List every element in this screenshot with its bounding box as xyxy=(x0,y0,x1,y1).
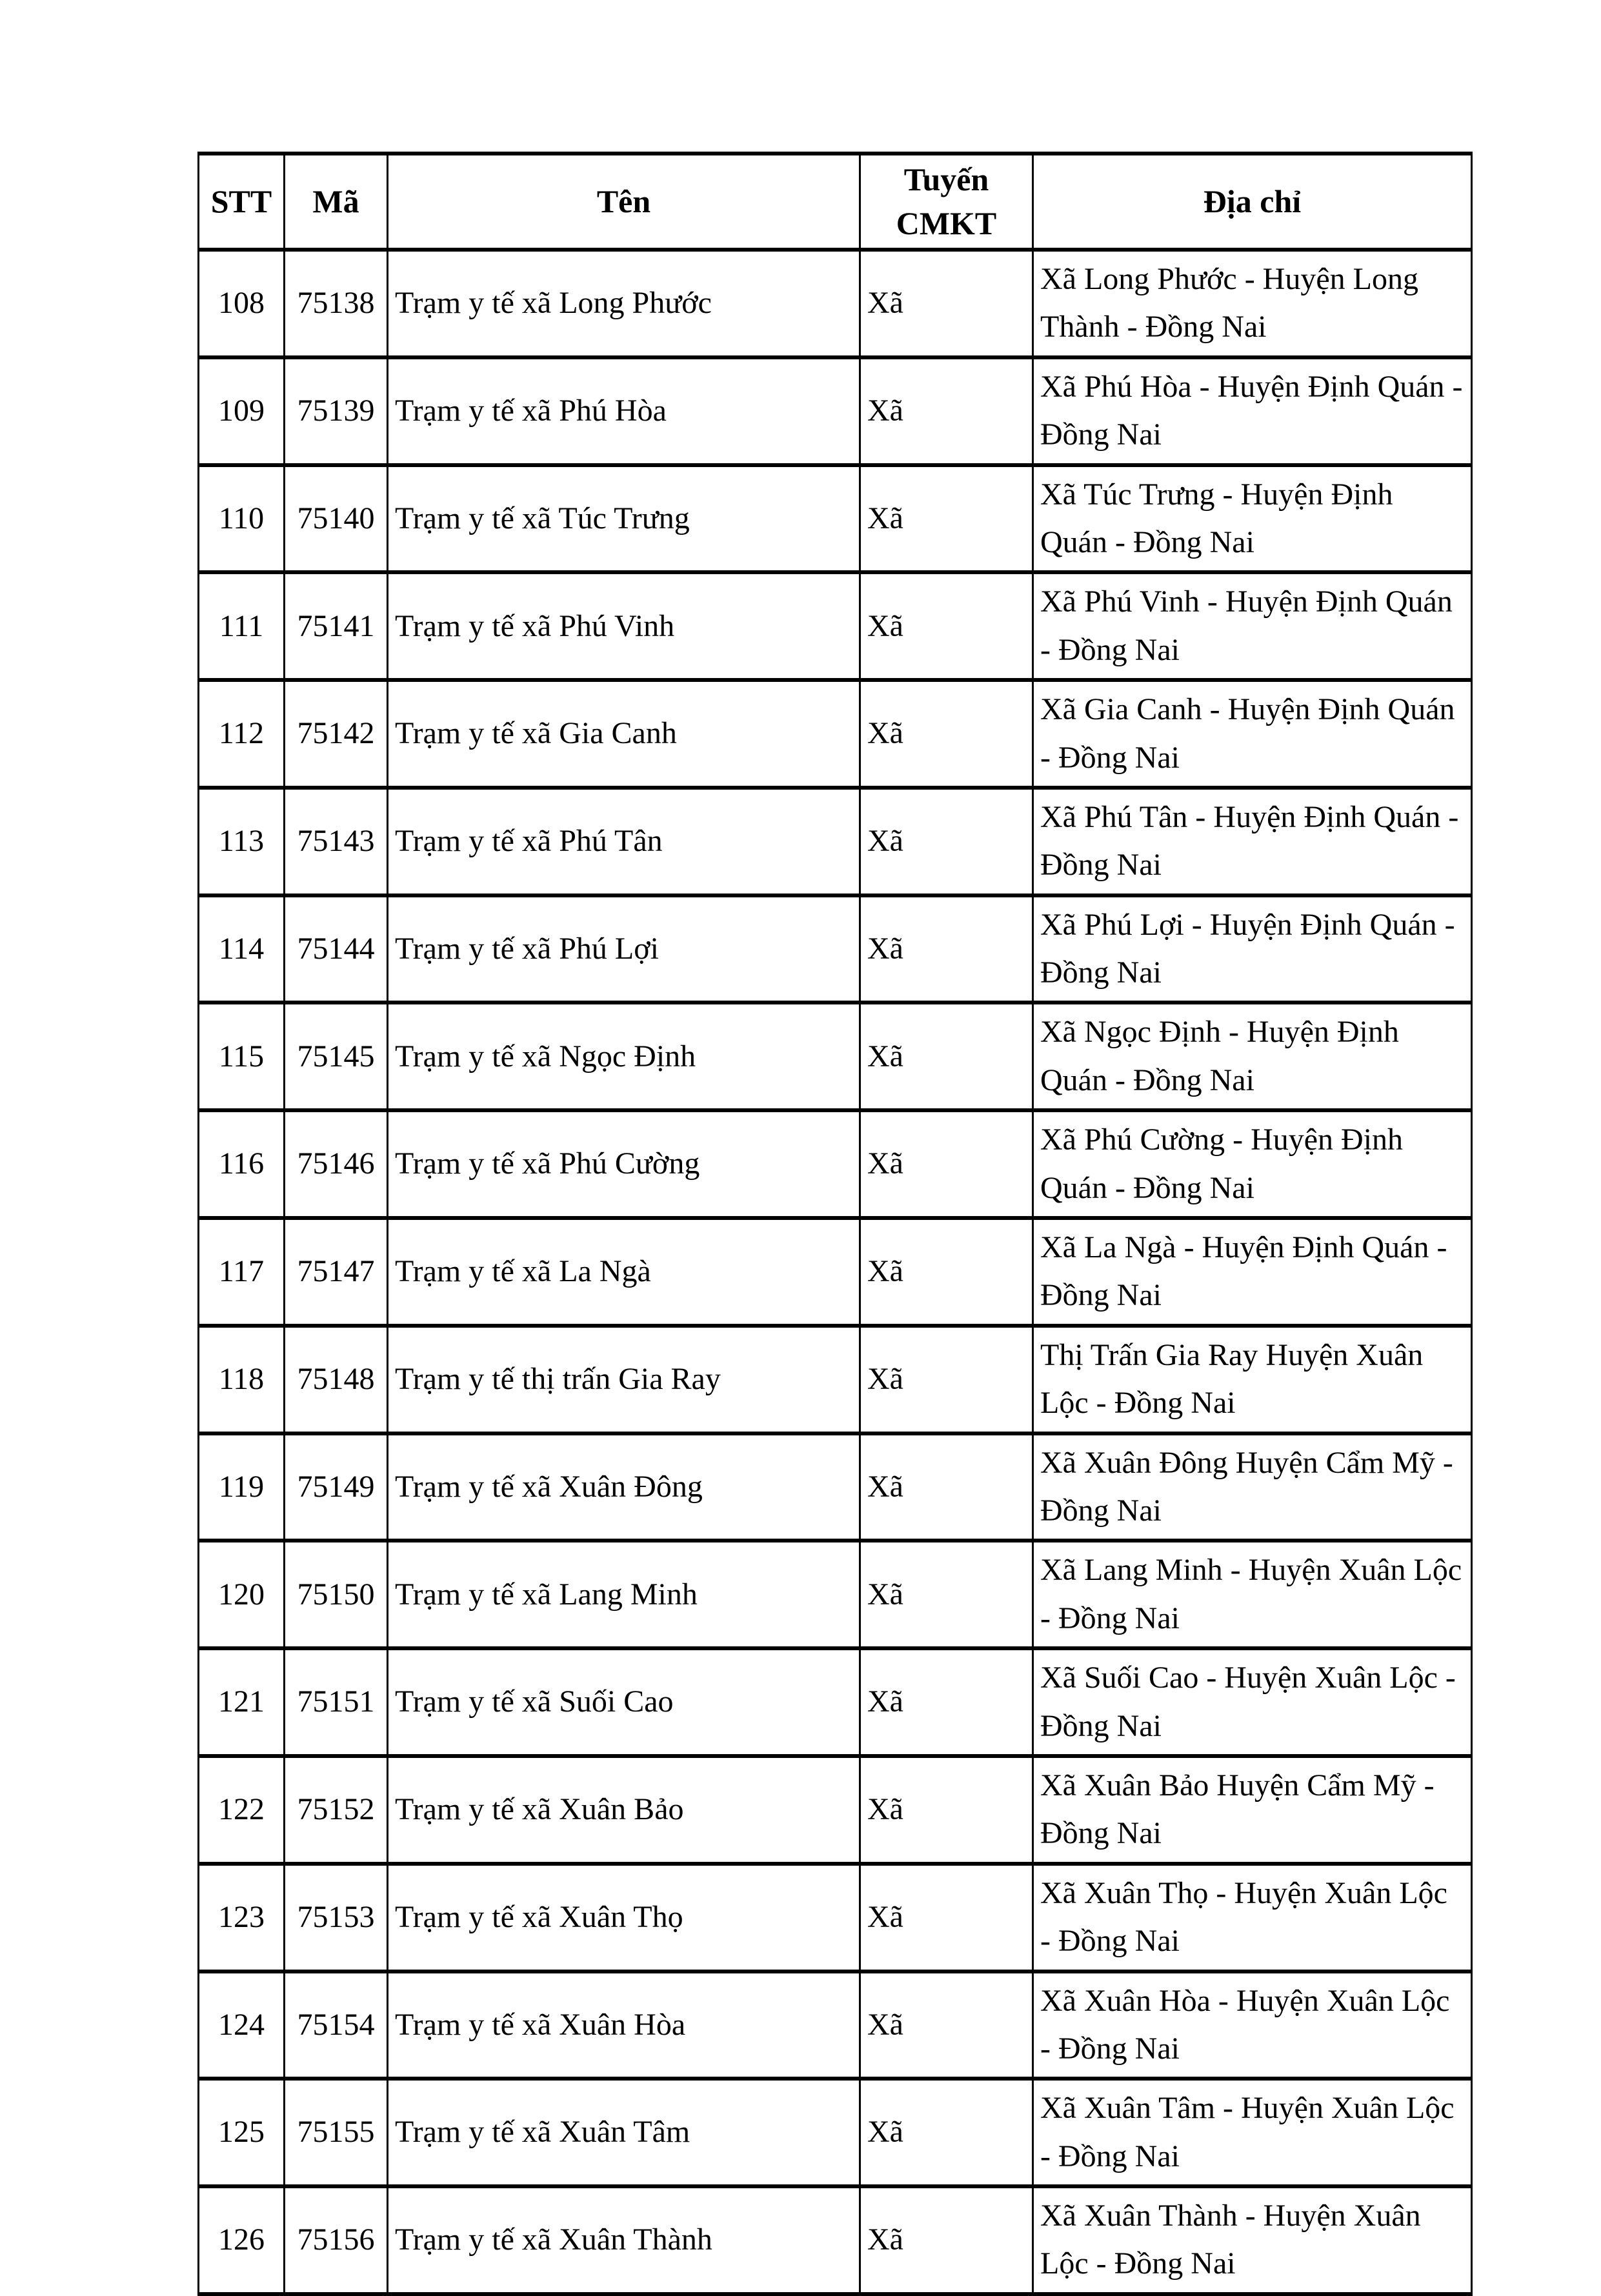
cell-tuyen-cmkt: Xã xyxy=(860,357,1033,465)
header-tuyen-cmkt: Tuyến CMKT xyxy=(860,154,1033,250)
table-header-row xyxy=(199,154,1472,250)
table-row xyxy=(199,1756,1472,1864)
cell-ten: Trạm y tế xã Phú Vinh xyxy=(388,572,860,680)
cell-ma: 75154 xyxy=(285,1972,388,2079)
cell-tuyen-cmkt: Xã xyxy=(860,1218,1033,1326)
table-row xyxy=(199,1218,1472,1326)
cell-ten: Trạm y tế xã Phú Cường xyxy=(388,1110,860,1218)
cell-dia-chi: Xã Ngọc Định - Huyện Định Quán - Đồng Nai xyxy=(1033,1003,1472,1110)
cell-tuyen-cmkt: Xã xyxy=(860,250,1033,357)
cell-dia-chi: Xã Xuân Tâm - Huyện Xuân Lộc - Đồng Nai xyxy=(1033,2079,1472,2186)
table-row xyxy=(199,465,1472,573)
cell-tuyen-cmkt: Xã xyxy=(860,2079,1033,2186)
cell-ten: Trạm y tế xã Xuân Tâm xyxy=(388,2079,860,2186)
cell-dia-chi: Xã Phú Vinh - Huyện Định Quán - Đồng Nai xyxy=(1033,572,1472,680)
cell-stt: 117 xyxy=(199,1218,285,1326)
cell-stt: 126 xyxy=(199,2186,285,2294)
cell-stt: 108 xyxy=(199,250,285,357)
cell-tuyen-cmkt: Xã xyxy=(860,1541,1033,1648)
cell-ma: 75156 xyxy=(285,2186,388,2294)
cell-ten: Trạm y tế xã Xuân Thọ xyxy=(388,1864,860,1972)
cell-ma: 75152 xyxy=(285,1756,388,1864)
cell-ma: 75145 xyxy=(285,1003,388,1110)
cell-tuyen-cmkt: Xã xyxy=(860,2186,1033,2294)
cell-ma: 75143 xyxy=(285,788,388,895)
cell-ma: 75150 xyxy=(285,1541,388,1648)
cell-ma: 75148 xyxy=(285,1326,388,1433)
table-row xyxy=(199,680,1472,788)
cell-dia-chi: Xã Phú Tân - Huyện Định Quán - Đồng Nai xyxy=(1033,788,1472,895)
cell-ma: 75142 xyxy=(285,680,388,788)
cell-ma: 75141 xyxy=(285,572,388,680)
header-dia-chi: Địa chỉ xyxy=(1033,154,1472,250)
cell-ten: Trạm y tế xã Xuân Thành xyxy=(388,2186,860,2294)
cell-ma: 75149 xyxy=(285,1433,388,1541)
cell-stt: 123 xyxy=(199,1864,285,1972)
cell-ten: Trạm y tế xã Gia Canh xyxy=(388,680,860,788)
cell-stt: 118 xyxy=(199,1326,285,1433)
cell-tuyen-cmkt: Xã xyxy=(860,465,1033,573)
cell-ten: Trạm y tế xã Xuân Bảo xyxy=(388,1756,860,1864)
cell-dia-chi: Xã Phú Hòa - Huyện Định Quán - Đồng Nai xyxy=(1033,357,1472,465)
table-row xyxy=(199,1648,1472,1756)
cell-stt: 125 xyxy=(199,2079,285,2186)
table-row xyxy=(199,357,1472,465)
cell-ma: 75153 xyxy=(285,1864,388,1972)
cell-tuyen-cmkt: Xã xyxy=(860,1326,1033,1433)
cell-ten: Trạm y tế xã Phú Lợi xyxy=(388,895,860,1003)
cell-stt: 116 xyxy=(199,1110,285,1218)
cell-stt: 124 xyxy=(199,1972,285,2079)
table-row xyxy=(199,895,1472,1003)
health-stations-table xyxy=(197,152,1473,2296)
header-ten: Tên xyxy=(388,154,860,250)
cell-tuyen-cmkt: Xã xyxy=(860,572,1033,680)
cell-tuyen-cmkt: Xã xyxy=(860,1864,1033,1972)
table-body xyxy=(199,250,1472,2294)
cell-stt: 121 xyxy=(199,1648,285,1756)
cell-tuyen-cmkt: Xã xyxy=(860,788,1033,895)
cell-dia-chi: Xã Suối Cao - Huyện Xuân Lộc - Đồng Nai xyxy=(1033,1648,1472,1756)
cell-ma: 75155 xyxy=(285,2079,388,2186)
cell-ten: Trạm y tế xã Ngọc Định xyxy=(388,1003,860,1110)
cell-stt: 122 xyxy=(199,1756,285,1864)
cell-ten: Trạm y tế xã Phú Hòa xyxy=(388,357,860,465)
cell-ma: 75151 xyxy=(285,1648,388,1756)
cell-tuyen-cmkt: Xã xyxy=(860,1433,1033,1541)
cell-dia-chi: Thị Trấn Gia Ray Huyện Xuân Lộc - Đồng Nai xyxy=(1033,1326,1472,1433)
table-row xyxy=(199,788,1472,895)
table-row xyxy=(199,1541,1472,1648)
cell-stt: 112 xyxy=(199,680,285,788)
cell-ten: Trạm y tế thị trấn Gia Ray xyxy=(388,1326,860,1433)
cell-dia-chi: Xã Xuân Thành - Huyện Xuân Lộc - Đồng Nai xyxy=(1033,2186,1472,2294)
cell-stt: 109 xyxy=(199,357,285,465)
cell-dia-chi: Xã Phú Cường - Huyện Định Quán - Đồng Nai xyxy=(1033,1110,1472,1218)
cell-ten: Trạm y tế xã Long Phước xyxy=(388,250,860,357)
table-row xyxy=(199,1864,1472,1972)
cell-stt: 114 xyxy=(199,895,285,1003)
cell-dia-chi: Xã Xuân Hòa - Huyện Xuân Lộc - Đồng Nai xyxy=(1033,1972,1472,2079)
cell-dia-chi: Xã La Ngà - Huyện Định Quán - Đồng Nai xyxy=(1033,1218,1472,1326)
table-row xyxy=(199,250,1472,357)
cell-ten: Trạm y tế xã Suối Cao xyxy=(388,1648,860,1756)
cell-ten: Trạm y tế xã Túc Trưng xyxy=(388,465,860,573)
cell-ma: 75146 xyxy=(285,1110,388,1218)
cell-dia-chi: Xã Long Phước - Huyện Long Thành - Đồng Nai xyxy=(1033,250,1472,357)
cell-ten: Trạm y tế xã La Ngà xyxy=(388,1218,860,1326)
table-row xyxy=(199,1326,1472,1433)
cell-ten: Trạm y tế xã Phú Tân xyxy=(388,788,860,895)
cell-dia-chi: Xã Xuân Bảo Huyện Cẩm Mỹ - Đồng Nai xyxy=(1033,1756,1472,1864)
table-row xyxy=(199,1003,1472,1110)
cell-ten: Trạm y tế xã Xuân Hòa xyxy=(388,1972,860,2079)
cell-ma: 75138 xyxy=(285,250,388,357)
cell-stt: 111 xyxy=(199,572,285,680)
cell-stt: 110 xyxy=(199,465,285,573)
cell-tuyen-cmkt: Xã xyxy=(860,680,1033,788)
cell-dia-chi: Xã Xuân Thọ - Huyện Xuân Lộc - Đồng Nai xyxy=(1033,1864,1472,1972)
table-row xyxy=(199,2186,1472,2294)
cell-dia-chi: Xã Phú Lợi - Huyện Định Quán - Đồng Nai xyxy=(1033,895,1472,1003)
cell-tuyen-cmkt: Xã xyxy=(860,895,1033,1003)
cell-dia-chi: Xã Xuân Đông Huyện Cẩm Mỹ - Đồng Nai xyxy=(1033,1433,1472,1541)
header-stt: STT xyxy=(199,154,285,250)
cell-dia-chi: Xã Lang Minh - Huyện Xuân Lộc - Đồng Nai xyxy=(1033,1541,1472,1648)
table-row xyxy=(199,1433,1472,1541)
cell-ma: 75147 xyxy=(285,1218,388,1326)
header-ma: Mã xyxy=(285,154,388,250)
cell-ten: Trạm y tế xã Xuân Đông xyxy=(388,1433,860,1541)
cell-tuyen-cmkt: Xã xyxy=(860,1972,1033,2079)
cell-tuyen-cmkt: Xã xyxy=(860,1756,1033,1864)
cell-ma: 75139 xyxy=(285,357,388,465)
table-row xyxy=(199,1972,1472,2079)
cell-tuyen-cmkt: Xã xyxy=(860,1648,1033,1756)
table-row xyxy=(199,1110,1472,1218)
cell-dia-chi: Xã Túc Trưng - Huyện Định Quán - Đồng Nai xyxy=(1033,465,1472,573)
cell-ma: 75140 xyxy=(285,465,388,573)
cell-tuyen-cmkt: Xã xyxy=(860,1003,1033,1110)
cell-stt: 120 xyxy=(199,1541,285,1648)
cell-dia-chi: Xã Gia Canh - Huyện Định Quán - Đồng Nai xyxy=(1033,680,1472,788)
table-row xyxy=(199,2079,1472,2186)
cell-stt: 113 xyxy=(199,788,285,895)
table-row xyxy=(199,572,1472,680)
cell-stt: 119 xyxy=(199,1433,285,1541)
cell-stt: 115 xyxy=(199,1003,285,1110)
cell-ten: Trạm y tế xã Lang Minh xyxy=(388,1541,860,1648)
cell-tuyen-cmkt: Xã xyxy=(860,1110,1033,1218)
cell-ma: 75144 xyxy=(285,895,388,1003)
